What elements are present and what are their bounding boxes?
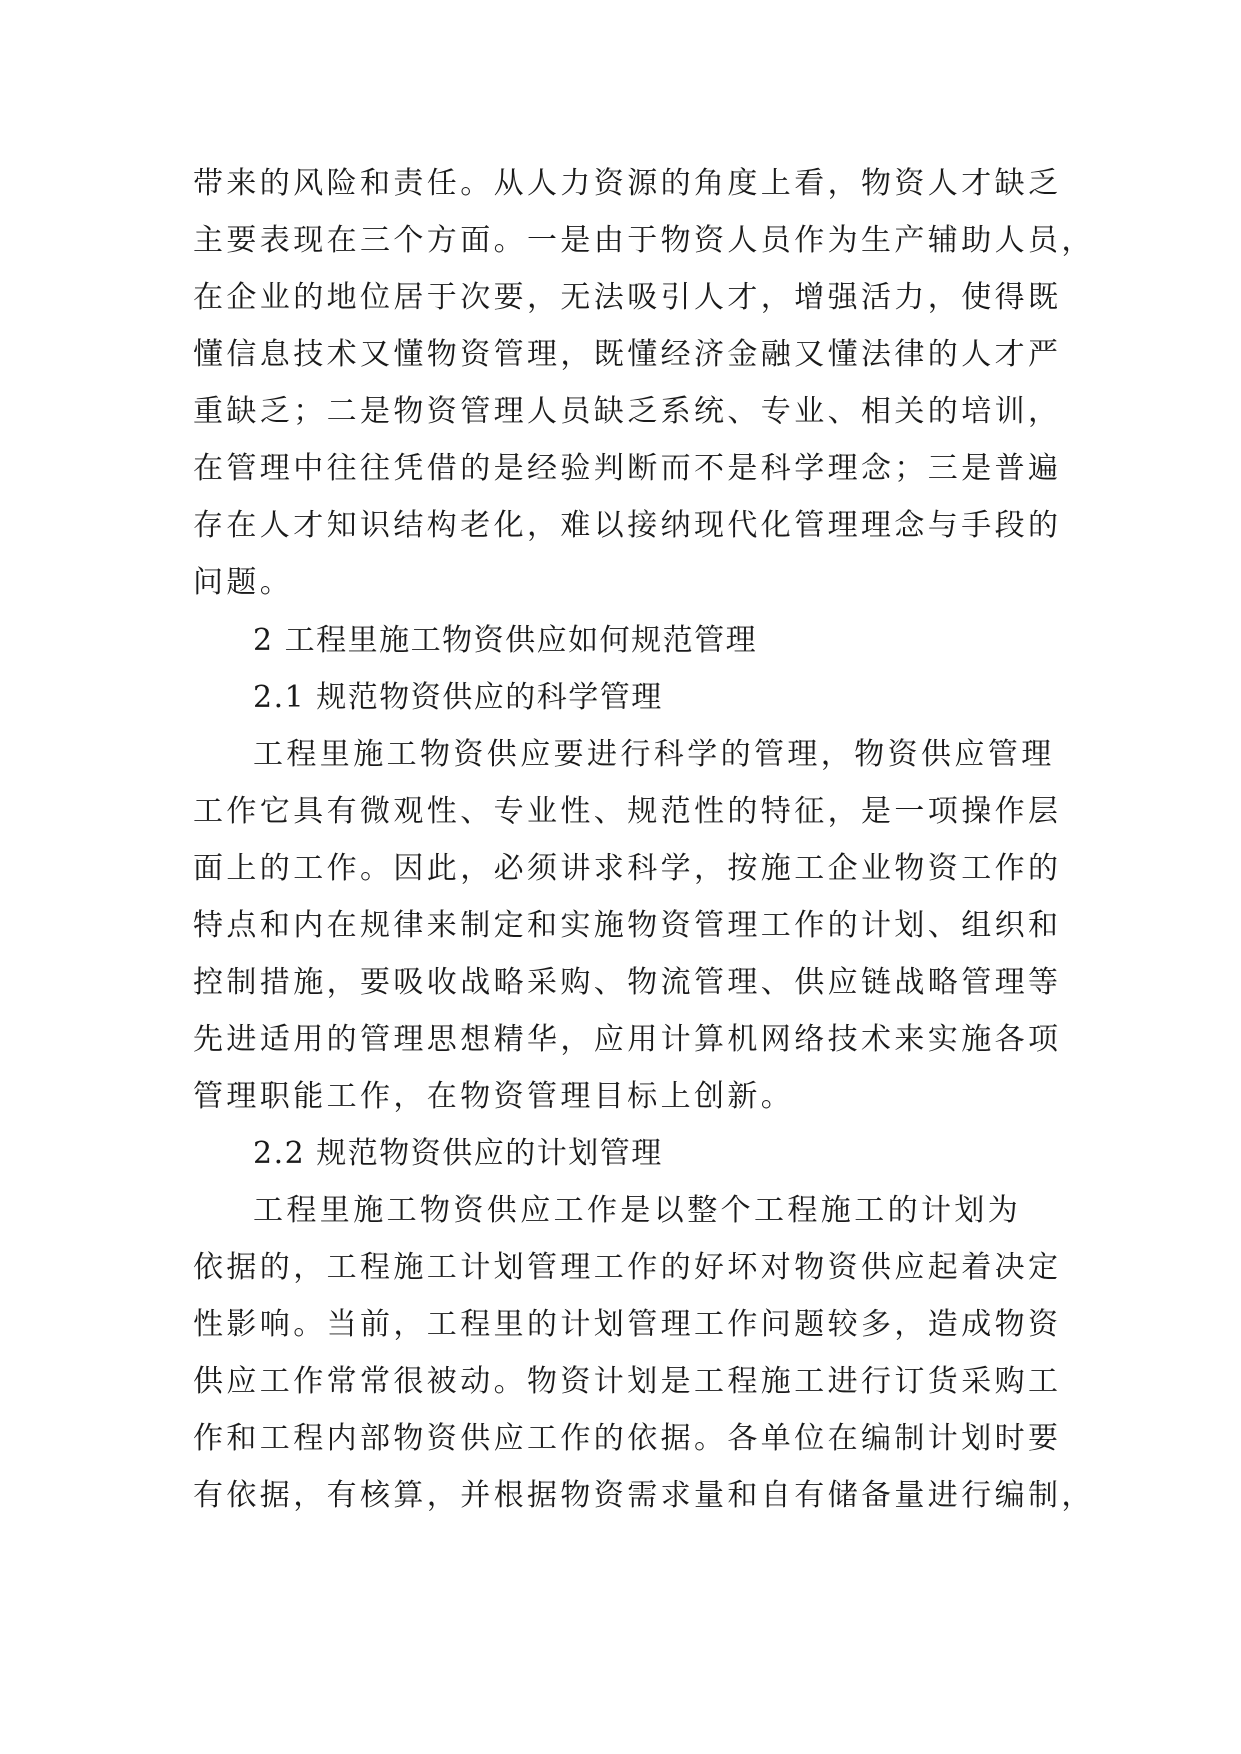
subsection-heading: 2.2 规范物资供应的计划管理 [253,1136,663,1171]
paragraph-line: 面上的工作。因此，必须讲求科学，按施工企业物资工作的 [193,851,1062,886]
paragraph-line: 先进适用的管理思想精华，应用计算机网络技术来实施各项 [193,1022,1062,1057]
paragraph-line: 有依据，有核算，并根据物资需求量和自有储备量进行编制， [193,1478,1095,1513]
paragraph-line: 特点和内在规律来制定和实施物资管理工作的计划、组织和 [193,908,1062,943]
paragraph-line: 问题。 [193,565,294,600]
paragraph-line: 主要表现在三个方面。一是由于物资人员作为生产辅助人员， [193,223,1095,258]
paragraph-line: 懂信息技术又懂物资管理，既懂经济金融又懂法律的人才严 [193,337,1062,372]
paragraph-line: 带来的风险和责任。从人力资源的角度上看，物资人才缺乏 [193,166,1062,201]
paragraph-line: 重缺乏；二是物资管理人员缺乏系统、专业、相关的培训， [193,394,1062,429]
section-heading: 2 工程里施工物资供应如何规范管理 [253,623,758,658]
paragraph-line: 管理职能工作，在物资管理目标上创新。 [193,1079,795,1114]
paragraph-line: 作和工程内部物资供应工作的依据。各单位在编制计划时要 [193,1421,1062,1456]
paragraph-line: 工作它具有微观性、专业性、规范性的特征，是一项操作层 [193,794,1062,829]
paragraph-line: 控制措施，要吸收战略采购、物流管理、供应链战略管理等 [193,965,1062,1000]
paragraph-line: 工程里施工物资供应要进行科学的管理，物资供应管理 [253,737,1055,772]
paragraph-line: 在企业的地位居于次要，无法吸引人才，增强活力，使得既 [193,280,1062,315]
paragraph-line: 工程里施工物资供应工作是以整个工程施工的计划为 [253,1193,1022,1228]
paragraph-line: 依据的，工程施工计划管理工作的好坏对物资供应起着决定 [193,1250,1062,1285]
paragraph-line: 性影响。当前，工程里的计划管理工作问题较多，造成物资 [193,1307,1062,1342]
paragraph-line: 存在人才知识结构老化，难以接纳现代化管理理念与手段的 [193,508,1062,543]
subsection-heading: 2.1 规范物资供应的科学管理 [253,680,663,715]
paragraph-line: 供应工作常常很被动。物资计划是工程施工进行订货采购工 [193,1364,1062,1399]
paragraph-line: 在管理中往往凭借的是经验判断而不是科学理念；三是普遍 [193,451,1062,486]
